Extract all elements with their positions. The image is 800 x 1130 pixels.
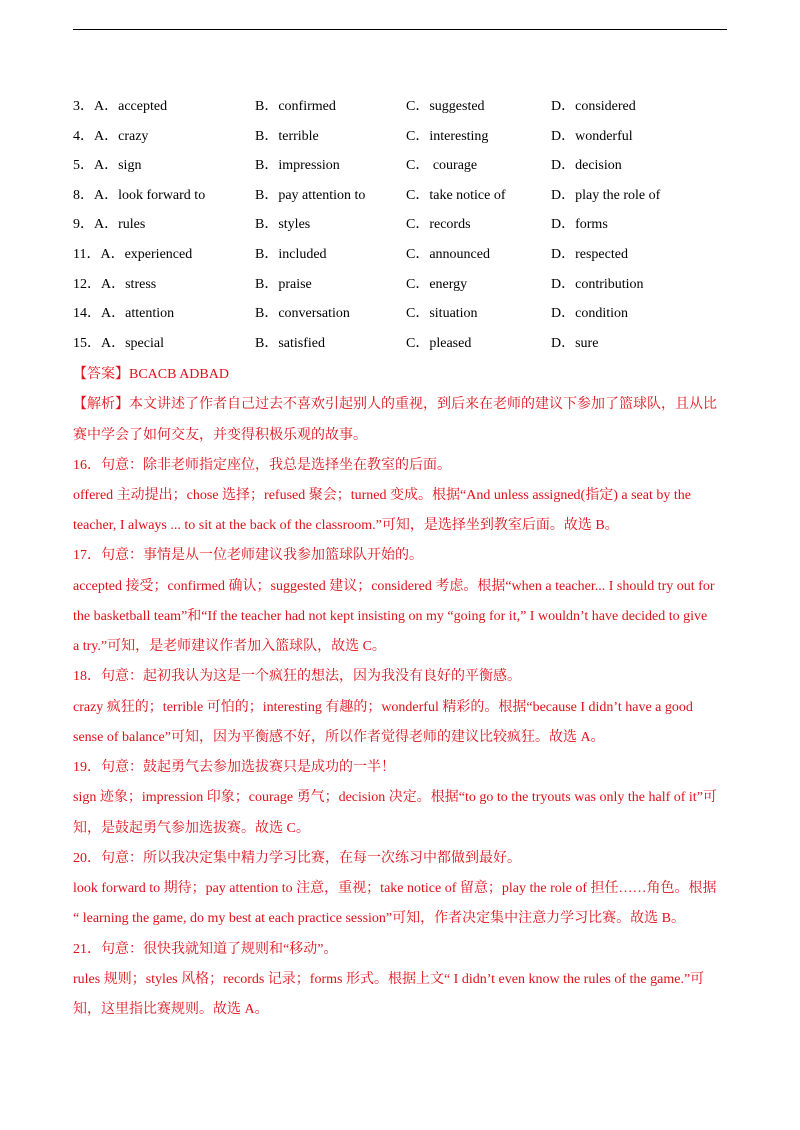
option-b: B．confirmed [255, 99, 336, 114]
option-c: C．energy [406, 276, 468, 292]
option-row [73, 185, 733, 215]
option-c: C．announced [406, 246, 490, 262]
option-d: D．condition [551, 306, 628, 322]
question-number: 12． [73, 276, 101, 292]
option-d: D．contribution [551, 276, 644, 292]
question-number: 4． [73, 128, 94, 144]
question-number: 11． [73, 246, 101, 262]
question-number: 3． [73, 99, 94, 114]
question-number: 5． [73, 158, 94, 174]
option-b: B．impression [255, 158, 340, 174]
option-b: B．praise [255, 276, 312, 292]
option-row [73, 274, 733, 304]
option-b: B．conversation [255, 306, 350, 322]
option-row [73, 155, 733, 185]
option-a: A．crazy [94, 128, 149, 144]
option-a: A．look forward to [94, 187, 206, 203]
analysis-line: teacher, I always ... to sit at the back of the classroom.”可知，是选择坐到教室后面。故选 B。 [73, 518, 619, 533]
option-d: D．forms [551, 217, 608, 233]
analysis-line: accepted 接受；confirmed 确认；suggested 建议；considered 考虑。根据“when a teacher... I should try out for [73, 579, 715, 594]
analysis-line: crazy 疯狂的；terrible 可怕的；interesting 有趣的；wonderful 精彩的。根据“because I didn’t have a good [73, 700, 693, 715]
question-number: 14． [73, 306, 101, 322]
analysis-line: 19．句意：鼓起勇气去参加选拔赛只是成功的一半！ [73, 760, 395, 775]
question-number: 8． [73, 187, 94, 203]
option-d: D．respected [551, 246, 628, 262]
analysis-line: 21．句意：很快我就知道了规则和“移动”。 [73, 942, 338, 957]
option-a: A．sign [94, 158, 142, 174]
options-table [73, 96, 733, 362]
analysis-line: 18．句意：起初我认为这是一个疯狂的想法，因为我没有良好的平衡感。 [73, 669, 521, 684]
option-d: D．considered [551, 99, 636, 114]
option-row [73, 244, 733, 274]
option-b: B．terrible [255, 128, 319, 144]
option-c: C．take notice of [406, 187, 506, 203]
analysis-line: look forward to 期待；pay attention to 注意，重视；take notice of 留意；play the role of 担任……角色。根据 [73, 881, 717, 896]
analysis-line: the basketball team”和“If the teacher had not kept insisting on my “going for it,” I wouldn’t have decided to give [73, 609, 708, 624]
option-a: A．stress [101, 276, 157, 292]
analysis-line: “ learning the game, do my best at each practice session”可知，作者决定集中注意力学习比赛。故选 B。 [73, 911, 685, 926]
analysis-line: offered 主动提出；chose 选择；refused 聚会；turned 变成。根据“And unless assigned(指定) a seat by the [73, 488, 691, 503]
analysis-line: 【解析】本文讲述了作者自己过去不喜欢引起别人的重视，到后来在老师的建议下参加了篮球队，且从比 [73, 397, 717, 412]
option-a: A．accepted [94, 99, 168, 114]
option-c: C．suggested [406, 99, 485, 114]
option-c: C．records [406, 217, 471, 233]
option-b: B．satisfied [255, 335, 325, 351]
analysis-line: 16．句意：除非老师指定座位，我总是选择坐在教室的后面。 [73, 458, 451, 473]
analysis-line: 20．句意：所以我决定集中精力学习比赛，在每一次练习中都做到最好。 [73, 851, 521, 866]
option-a: A．experienced [100, 246, 193, 262]
analysis-line: a try.”可知，是老师建议作者加入篮球队，故选 C。 [73, 639, 386, 654]
analysis-line: sign 迹象；impression 印象；courage 勇气；decision 决定。根据“to go to the tryouts was only the half of it”可 [73, 790, 717, 805]
option-d: D．play the role of [551, 187, 661, 203]
analysis-line: 知，这里指比赛规则。故选 A。 [73, 1002, 269, 1017]
option-a: A．attention [101, 306, 175, 322]
analysis-line: sense of balance”可知，因为平衡感不好，所以作者觉得老师的建议比较疯狂。故选 A。 [73, 730, 605, 745]
option-b: B．included [255, 246, 327, 262]
option-row [73, 96, 733, 126]
option-b: B．styles [255, 217, 311, 233]
header-rule [73, 29, 727, 30]
option-c: C．situation [406, 306, 478, 322]
option-row [73, 303, 733, 333]
option-a: A．special [101, 335, 164, 351]
option-d: D．wonderful [551, 128, 633, 144]
option-d: D．decision [551, 158, 622, 174]
option-row [73, 126, 733, 156]
option-c: C．pleased [406, 335, 472, 351]
analysis-line: 赛中学会了如何交友，并变得积极乐观的故事。 [73, 428, 367, 443]
option-row [73, 214, 733, 244]
option-a: A．rules [94, 217, 146, 233]
option-c: C．interesting [406, 128, 489, 144]
option-d: D．sure [551, 335, 599, 351]
answer-key: 【答案】BCACB ADBAD [73, 367, 229, 382]
analysis-line: 知，是鼓起勇气参加选拔赛。故选 C。 [73, 821, 310, 836]
option-c: C． courage [406, 158, 478, 174]
question-number: 9． [73, 217, 94, 233]
option-row [73, 333, 733, 363]
option-b: B．pay attention to [255, 187, 366, 203]
question-number: 15． [73, 335, 101, 351]
analysis-line: rules 规则；styles 风格；records 记录；forms 形式。根据上文“ I didn’t even know the rules of the game.”可 [73, 972, 705, 987]
analysis-line: 17．句意：事情是从一位老师建议我参加篮球队开始的。 [73, 548, 423, 563]
